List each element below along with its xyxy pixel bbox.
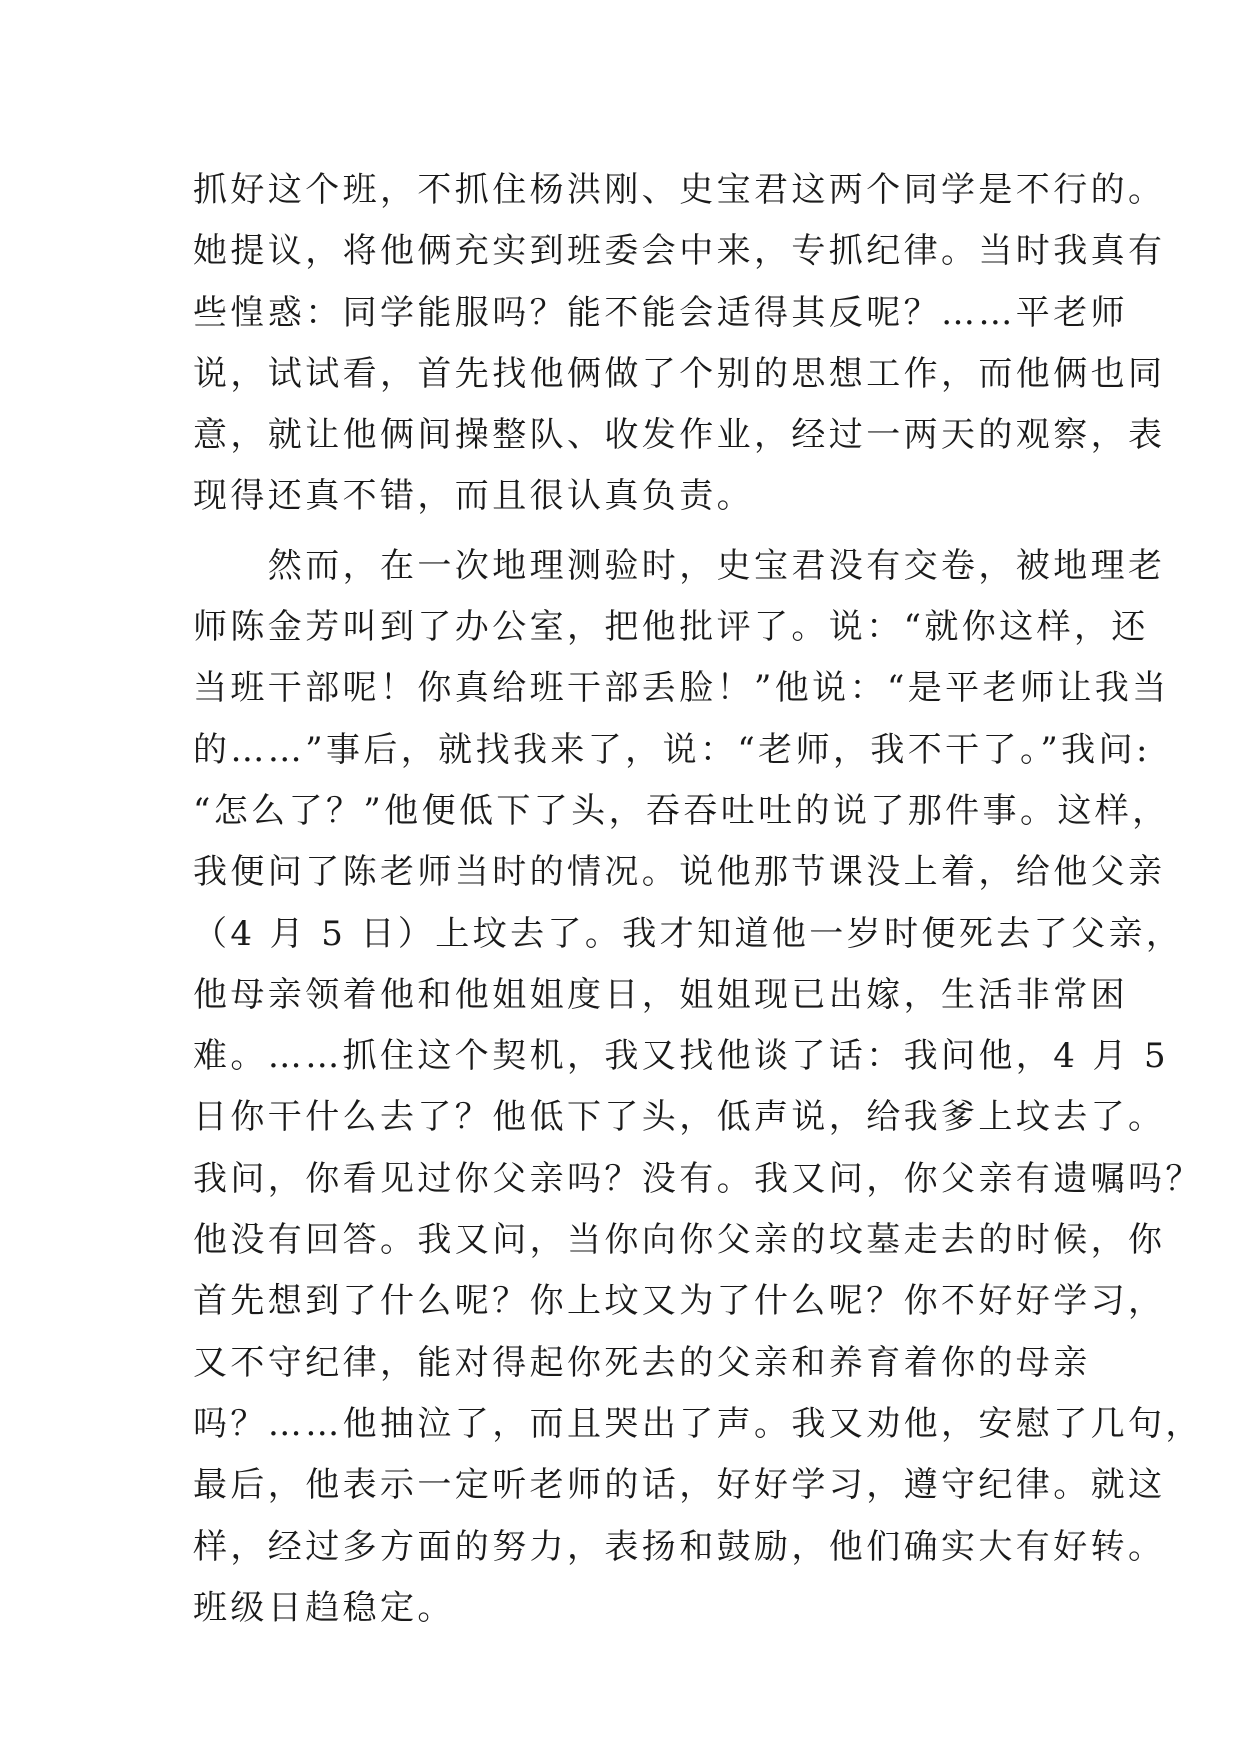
text-line: 吗？……他抽泣了，而且哭出了声。我又劝他，安慰了几句，: [193, 1403, 1203, 1444]
text-line: 她提议，将他俩充实到班委会中来，专抓纪律。当时我真有: [193, 231, 1166, 272]
text-line: 师陈金芳叫到了办公室，把他批评了。说：“就你这样，还: [193, 607, 1149, 648]
text-line: 班级日趋稳定。: [193, 1587, 455, 1628]
document-body: [193, 160, 1203, 1639]
text-line: 现得还真不错，而且很认真负责。: [193, 476, 754, 517]
text-line: 抓好这个班，不抓住杨洪刚、史宝君这两个同学是不行的。: [193, 170, 1166, 210]
text-line: 他没有回答。我又问，当你向你父亲的坟墓走去的时候，你: [193, 1220, 1166, 1261]
text-line: 难。……抓住这个契机，我又找他谈了话：我问他，4 月 5: [193, 1036, 1170, 1077]
text-line: 然而，在一次地理测验时，史宝君没有交卷，被地理老: [193, 545, 1166, 586]
paragraph-spacer: [193, 528, 1083, 536]
paragraph-2: [193, 536, 1203, 1639]
text-line: 的……”事后，就找我来了，说：“老师，我不干了。”我问:: [193, 729, 1151, 770]
text-line: 当班干部呢！你真给班干部丢脸！”他说：“是平老师让我当: [193, 668, 1170, 709]
text-line: 首先想到了什么呢？你上坟又为了什么呢？你不好好学习，: [193, 1281, 1166, 1322]
text-line: 些惶惑：同学能服吗？能不能会适得其反呢？……平老师: [193, 292, 1128, 333]
text-line: 意，就让他俩间操整队、收发作业，经过一两天的观察，表: [193, 415, 1166, 456]
text-line: 他母亲领着他和他姐姐度日，姐姐现已出嫁，生活非常困: [193, 974, 1128, 1015]
text-line: 日你干什么去了？他低下了头，低声说，给我爹上坟去了。: [193, 1097, 1166, 1138]
text-line: （4 月 5 日）上坟去了。我才知道他一岁时便死去了父亲，: [193, 913, 1184, 954]
text-line: 说，试试看，首先找他俩做了个别的思想工作，而他俩也同: [193, 353, 1166, 394]
text-line: 样，经过多方面的努力，表扬和鼓励，他们确实大有好转。: [193, 1526, 1166, 1567]
text-line: “怎么了？”他便低下了头，吞吞吐吐的说了那件事。这样，: [193, 790, 1170, 831]
text-line: 我问，你看见过你父亲吗？没有。我又问，你父亲有遗嘱吗？: [193, 1158, 1203, 1199]
text-line: 最后，他表示一定听老师的话，好好学习，遵守纪律。就这: [193, 1465, 1166, 1506]
text-line: 我便问了陈老师当时的情况。说他那节课没上着，给他父亲: [193, 852, 1166, 893]
text-line: 又不守纪律，能对得起你死去的父亲和养育着你的母亲: [193, 1342, 1091, 1383]
paragraph-1: [193, 160, 1166, 528]
